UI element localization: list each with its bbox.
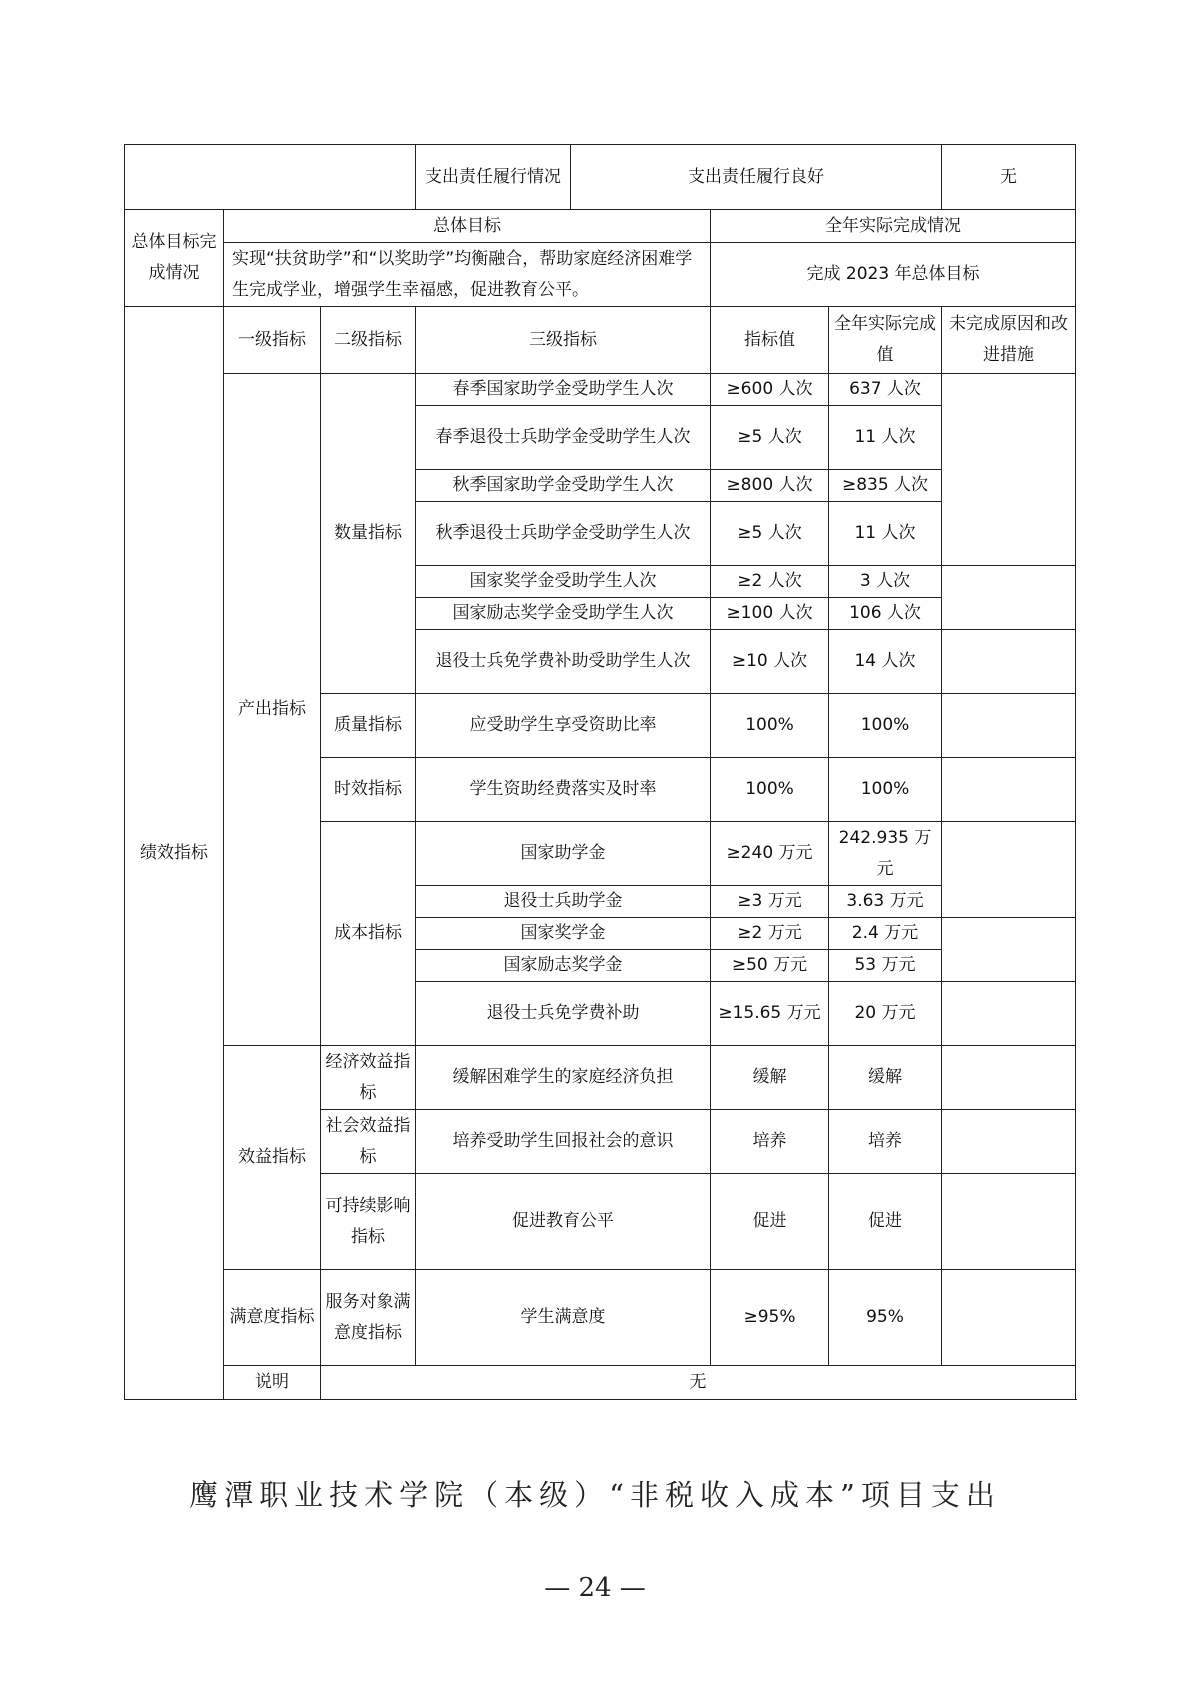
indicator-target: ≥240 万元 [711, 822, 829, 886]
indicator-name: 学生资助经费落实及时率 [416, 758, 711, 822]
indicator-actual: 242.935 万元 [829, 822, 942, 886]
indicator-target: 100% [711, 758, 829, 822]
indicator-target: ≥3 万元 [711, 886, 829, 918]
indicator-name: 国家励志奖学金受助学生人次 [416, 598, 711, 630]
sustainable-label: 可持续影响指标 [321, 1174, 416, 1270]
indicator-actual: 11 人次 [829, 502, 942, 566]
indicator-name: 退役士兵免学费补助 [416, 982, 711, 1046]
overall-row-label: 总体目标完成情况 [125, 210, 224, 307]
responsibility-note: 无 [942, 145, 1076, 210]
indicator-name: 国家奖学金受助学生人次 [416, 566, 711, 598]
indicator-reason [942, 374, 1076, 566]
indicator-actual: 3.63 万元 [829, 886, 942, 918]
indicator-actual: 缓解 [829, 1046, 942, 1110]
indicator-name: 国家励志奖学金 [416, 950, 711, 982]
indicator-actual: 14 人次 [829, 630, 942, 694]
perf-header-row [125, 307, 1076, 374]
indicator-actual: 106 人次 [829, 598, 942, 630]
indicator-target: 促进 [711, 1174, 829, 1270]
indicator-actual: 促进 [829, 1174, 942, 1270]
satisfaction-sub-label: 服务对象满意度指标 [321, 1270, 416, 1366]
indicator-name: 春季退役士兵助学金受助学生人次 [416, 406, 711, 470]
quality-label: 质量指标 [321, 694, 416, 758]
overall-actual-text: 完成 2023 年总体目标 [711, 243, 1076, 307]
indicator-target: ≥5 人次 [711, 406, 829, 470]
indicator-target: ≥10 人次 [711, 630, 829, 694]
indicator-actual: 20 万元 [829, 982, 942, 1046]
indicator-name: 秋季退役士兵助学金受助学生人次 [416, 502, 711, 566]
indicator-name: 退役士兵助学金 [416, 886, 711, 918]
indicator-reason [942, 918, 1076, 982]
indicator-actual: 2.4 万元 [829, 918, 942, 950]
indicator-actual: 11 人次 [829, 406, 942, 470]
indicator-target: 缓解 [711, 1046, 829, 1110]
header-reason: 未完成原因和改进措施 [942, 307, 1076, 374]
indicator-name: 秋季国家助学金受助学生人次 [416, 470, 711, 502]
indicator-name: 国家奖学金 [416, 918, 711, 950]
indicator-target: ≥50 万元 [711, 950, 829, 982]
indicator-target: ≥15.65 万元 [711, 982, 829, 1046]
indicator-reason [942, 566, 1076, 630]
overall-header-row [125, 210, 1076, 243]
indicator-target: ≥95% [711, 1270, 829, 1366]
indicator-name: 应受助学生享受资助比率 [416, 694, 711, 758]
table-row [125, 374, 1076, 406]
indicator-target: 100% [711, 694, 829, 758]
indicator-target: ≥100 人次 [711, 598, 829, 630]
responsibility-value: 支出责任履行良好 [571, 145, 942, 210]
indicator-name: 学生满意度 [416, 1270, 711, 1366]
notes-value: 无 [321, 1366, 1076, 1400]
overall-goal-text: 实现“扶贫助学”和“以奖助学”均衡融合，帮助家庭经济困难学生完成学业，增强学生幸福感，促进教育公平。 [224, 243, 711, 307]
overall-goal-header: 总体目标 [224, 210, 711, 243]
header-target: 指标值 [711, 307, 829, 374]
indicator-name: 国家助学金 [416, 822, 711, 886]
indicator-reason [942, 982, 1076, 1046]
indicator-actual: 培养 [829, 1110, 942, 1174]
indicator-name: 促进教育公平 [416, 1174, 711, 1270]
indicator-reason [942, 758, 1076, 822]
table-row [125, 1046, 1076, 1110]
indicator-target: ≥2 万元 [711, 918, 829, 950]
responsibility-row [125, 145, 1076, 210]
overall-content-row [125, 243, 1076, 307]
responsibility-label: 支出责任履行情况 [416, 145, 571, 210]
timeliness-label: 时效指标 [321, 758, 416, 822]
indicator-reason [942, 630, 1076, 694]
header-level2: 二级指标 [321, 307, 416, 374]
indicator-actual: ≥835 人次 [829, 470, 942, 502]
table-row [125, 1270, 1076, 1366]
overall-actual-header: 全年实际完成情况 [711, 210, 1076, 243]
notes-label: 说明 [224, 1366, 321, 1400]
indicator-reason [942, 1270, 1076, 1366]
indicator-target: ≥2 人次 [711, 566, 829, 598]
indicator-target: ≥5 人次 [711, 502, 829, 566]
indicator-actual: 637 人次 [829, 374, 942, 406]
page-number: — 24 — [544, 1573, 646, 1603]
indicator-reason [942, 822, 1076, 918]
quantity-label: 数量指标 [321, 374, 416, 694]
indicator-reason [942, 694, 1076, 758]
cost-label: 成本指标 [321, 822, 416, 1046]
economic-label: 经济效益指标 [321, 1046, 416, 1110]
indicator-target: ≥800 人次 [711, 470, 829, 502]
indicator-name: 缓解困难学生的家庭经济负担 [416, 1046, 711, 1110]
indicator-name: 春季国家助学金受助学生人次 [416, 374, 711, 406]
header-level1: 一级指标 [224, 307, 321, 374]
empty-cell [125, 145, 416, 210]
indicator-reason [942, 1174, 1076, 1270]
output-label: 产出指标 [224, 374, 321, 1046]
performance-table [124, 144, 1076, 1400]
indicator-target: ≥600 人次 [711, 374, 829, 406]
header-actual: 全年实际完成值 [829, 307, 942, 374]
indicator-target: 培养 [711, 1110, 829, 1174]
indicator-name: 培养受助学生回报社会的意识 [416, 1110, 711, 1174]
perf-section-label: 绩效指标 [125, 307, 224, 1400]
indicator-reason [942, 1046, 1076, 1110]
satisfaction-label: 满意度指标 [224, 1270, 321, 1366]
header-level3: 三级指标 [416, 307, 711, 374]
indicator-actual: 100% [829, 758, 942, 822]
notes-row [125, 1366, 1076, 1400]
indicator-actual: 95% [829, 1270, 942, 1366]
section-title: 鹰潭职业技术学院（本级）“非税收入成本”项目支出 [189, 1478, 1001, 1512]
indicator-reason [942, 1110, 1076, 1174]
benefit-label: 效益指标 [224, 1046, 321, 1270]
indicator-actual: 53 万元 [829, 950, 942, 982]
indicator-name: 退役士兵免学费补助受助学生人次 [416, 630, 711, 694]
indicator-actual: 100% [829, 694, 942, 758]
indicator-actual: 3 人次 [829, 566, 942, 598]
social-label: 社会效益指标 [321, 1110, 416, 1174]
